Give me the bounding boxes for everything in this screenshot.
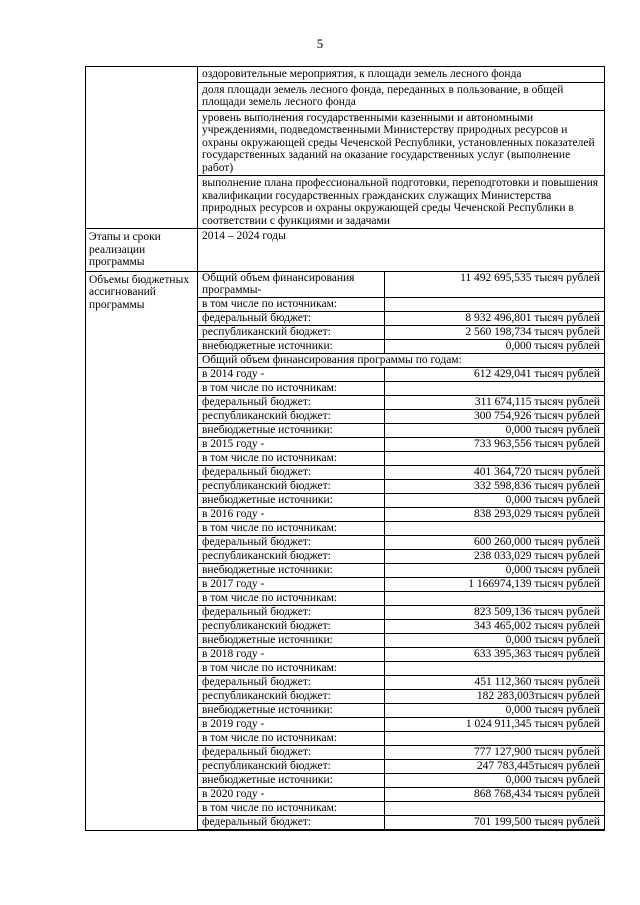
year-row [198, 647, 604, 661]
source-value: 8 932 496,801 тысяч рублей [385, 311, 605, 325]
year-source-row [198, 633, 604, 647]
year-source-value: 182 283,003тысяч рублей [385, 689, 605, 703]
year-source-row [198, 423, 604, 437]
year-source-value: 701 199,500 тысяч рублей [385, 815, 605, 829]
year-source-label: федеральный бюджет: [198, 815, 385, 829]
year-source-label: внебюджетные источники: [198, 563, 385, 577]
year-label: в 2016 году - [198, 507, 385, 521]
year-sources-heading-row [198, 731, 604, 745]
budget-total-label: Общий объем финансирования программы- [198, 272, 385, 298]
year-source-value: 0,000 тысяч рублей [385, 773, 605, 787]
budget-table [198, 272, 604, 830]
year-label: в 2015 году - [198, 437, 385, 451]
year-sources-heading-row [198, 521, 604, 535]
year-source-label: федеральный бюджет: [198, 395, 385, 409]
year-row [198, 507, 604, 521]
year-sources-heading-row [198, 661, 604, 675]
source-row [198, 311, 604, 325]
year-value: 612 429,041 тысяч рублей [385, 367, 605, 381]
indicator-item: уровень выполнения государственными казенными и автономными учреждениями, подведомственными Министерству природных ресурсов и охраны окружающей среды Чеченской Республики, установленных показателей государственных заданий на оказание государственных услуг (выполнение работ) [198, 110, 604, 176]
year-source-row [198, 703, 604, 717]
stages-row [85, 229, 605, 272]
stages-value-cell [198, 229, 604, 271]
budget-label: Объемы бюджетных ассигнований программы [86, 272, 198, 830]
stages-value: 2014 – 2024 годы [202, 230, 286, 242]
year-source-value: 0,000 тысяч рублей [385, 423, 605, 437]
year-label: в 2017 году - [198, 577, 385, 591]
year-source-label: республиканский бюджет: [198, 409, 385, 423]
year-sources-heading-row [198, 591, 604, 605]
source-label: федеральный бюджет: [198, 311, 385, 325]
year-sources-heading-row [198, 381, 604, 395]
year-source-label: федеральный бюджет: [198, 745, 385, 759]
year-source-row [198, 605, 604, 619]
source-label: внебюджетные источники: [198, 339, 385, 353]
year-sources-heading: в том числе по источникам: [198, 381, 385, 395]
year-value: 1 024 911,345 тысяч рублей [385, 717, 605, 731]
indicators-label-cell [86, 67, 198, 228]
year-source-label: внебюджетные источники: [198, 773, 385, 787]
year-source-row [198, 675, 604, 689]
year-source-value: 600 260,000 тысяч рублей [385, 535, 605, 549]
year-source-value: 823 509,136 тысяч рублей [385, 605, 605, 619]
indicator-item: доля площади земель лесного фонда, переданных в пользование, в общей площади земель лесного фонда [198, 82, 604, 110]
year-source-value: 300 754,926 тысяч рублей [385, 409, 605, 423]
year-sources-heading: в том числе по источникам: [198, 661, 385, 675]
year-source-value: 401 364,720 тысяч рублей [385, 465, 605, 479]
year-sources-heading-row [198, 451, 604, 465]
year-row [198, 437, 604, 451]
year-source-row [198, 493, 604, 507]
year-source-row [198, 479, 604, 493]
year-source-label: внебюджетные источники: [198, 703, 385, 717]
year-value: 633 395,363 тысяч рублей [385, 647, 605, 661]
year-source-label: федеральный бюджет: [198, 605, 385, 619]
year-source-value: 0,000 тысяч рублей [385, 563, 605, 577]
year-source-label: внебюджетные источники: [198, 633, 385, 647]
source-value: 2 560 198,734 тысяч рублей [385, 325, 605, 339]
year-sources-heading: в том числе по источникам: [198, 451, 385, 465]
year-source-row [198, 689, 604, 703]
year-value: 838 293,029 тысяч рублей [385, 507, 605, 521]
year-value: 1 166974,139 тысяч рублей [385, 577, 605, 591]
year-source-value: 451 112,360 тысяч рублей [385, 675, 605, 689]
year-row [198, 717, 604, 731]
year-value: 733 963,556 тысяч рублей [385, 437, 605, 451]
year-label: в 2018 году - [198, 647, 385, 661]
year-source-value: 343 465,002 тысяч рублей [385, 619, 605, 633]
by-year-heading-row [198, 353, 604, 367]
source-row [198, 325, 604, 339]
year-source-label: республиканский бюджет: [198, 759, 385, 773]
year-row [198, 367, 604, 381]
budget-total-value: 11 492 695,535 тысяч рублей [385, 272, 605, 298]
year-source-label: внебюджетные источники: [198, 423, 385, 437]
year-source-label: республиканский бюджет: [198, 479, 385, 493]
year-row [198, 787, 604, 801]
source-row [198, 339, 604, 353]
page-number: 5 [316, 36, 324, 51]
year-source-row [198, 549, 604, 563]
year-source-row [198, 759, 604, 773]
year-source-row [198, 745, 604, 759]
year-source-value: 0,000 тысяч рублей [385, 633, 605, 647]
year-source-row [198, 535, 604, 549]
year-source-value: 332 598,836 тысяч рублей [385, 479, 605, 493]
year-source-value: 0,000 тысяч рублей [385, 493, 605, 507]
year-source-label: республиканский бюджет: [198, 619, 385, 633]
year-source-value: 777 127,900 тысяч рублей [385, 745, 605, 759]
indicator-item: оздоровительные мероприятия, к площади земель лесного фонда [202, 68, 522, 80]
indicators-list [198, 67, 604, 228]
year-source-value: 247 783,445тысяч рублей [385, 759, 605, 773]
budget-row [85, 272, 605, 831]
year-sources-heading: в том числе по источникам: [198, 521, 385, 535]
year-source-label: республиканский бюджет: [198, 549, 385, 563]
year-source-row [198, 563, 604, 577]
year-source-value: 0,000 тысяч рублей [385, 703, 605, 717]
sources-heading-row [198, 297, 604, 311]
indicators-row [85, 66, 605, 229]
year-source-row [198, 815, 604, 829]
year-source-row [198, 465, 604, 479]
year-sources-heading: в том числе по источникам: [198, 731, 385, 745]
budget-total-row [198, 272, 604, 298]
stages-label: Этапы и сроки реализации программы [86, 229, 198, 271]
source-label: республиканский бюджет: [198, 325, 385, 339]
year-source-value: 238 033,029 тысяч рублей [385, 549, 605, 563]
year-sources-heading-row [198, 801, 604, 815]
year-source-value: 311 674,115 тысяч рублей [385, 395, 605, 409]
year-source-row [198, 619, 604, 633]
year-source-row [198, 395, 604, 409]
year-value: 868 768,434 тысяч рублей [385, 787, 605, 801]
source-value: 0,000 тысяч рублей [385, 339, 605, 353]
year-label: в 2014 году - [198, 367, 385, 381]
indicator-item: выполнение плана профессиональной подготовки, переподготовки и повышения квалификации государственных гражданских служащих Министерства природных ресурсов и охраны окружающей среды Чеченской Республики в соответствии с функциями и задачами [198, 175, 604, 228]
year-source-label: федеральный бюджет: [198, 675, 385, 689]
year-sources-heading: в том числе по источникам: [198, 591, 385, 605]
budget-cell [198, 272, 604, 830]
by-year-heading: Общий объем финансирования программы по годам: [198, 353, 604, 367]
year-sources-heading: в том числе по источникам: [198, 801, 385, 815]
year-label: в 2020 году - [198, 787, 385, 801]
year-label: в 2019 году - [198, 717, 385, 731]
year-source-row [198, 409, 604, 423]
year-source-label: внебюджетные источники: [198, 493, 385, 507]
year-source-label: федеральный бюджет: [198, 465, 385, 479]
sources-heading: в том числе по источникам: [198, 297, 385, 311]
year-source-row [198, 773, 604, 787]
year-source-label: федеральный бюджет: [198, 535, 385, 549]
passport-table [85, 66, 605, 831]
year-row [198, 577, 604, 591]
year-source-label: республиканский бюджет: [198, 689, 385, 703]
